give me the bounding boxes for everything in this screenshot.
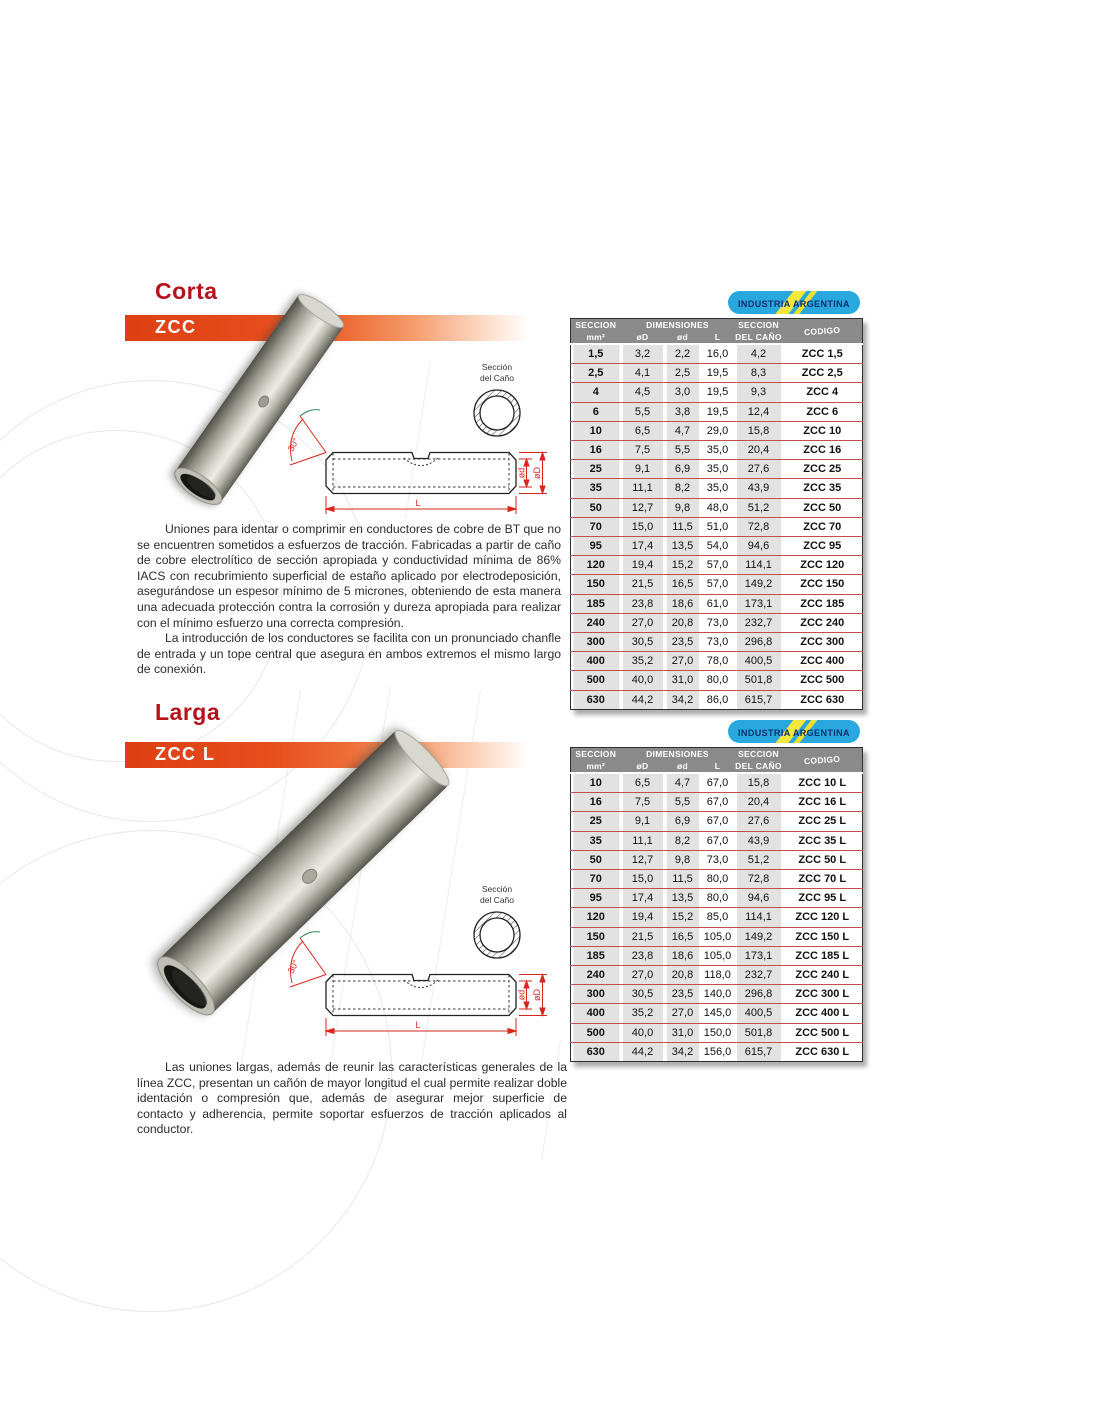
- table-cell: 35: [571, 479, 621, 498]
- table-row: [571, 498, 863, 517]
- description-larga: [137, 1060, 567, 1138]
- table-row: [571, 966, 863, 985]
- spec-table-larga: [570, 728, 862, 1062]
- table-cell: ZCC 4: [783, 383, 863, 402]
- table-row: [571, 812, 863, 831]
- col-header-seccion-cano-2: DEL CAÑO: [735, 761, 782, 771]
- table-cell: 67,0: [701, 793, 735, 812]
- badge-label: INDUSTRIA ARGENTINA: [738, 299, 850, 309]
- table-row: [571, 690, 863, 709]
- table-cell: ZCC 630 L: [783, 1042, 863, 1061]
- table-cell: 19,4: [621, 556, 665, 575]
- table-cell: 57,0: [701, 556, 735, 575]
- chamfer-angle-label: 30°: [285, 958, 301, 975]
- table-cell: ZCC 6: [783, 402, 863, 421]
- table-cell: 232,7: [735, 966, 783, 985]
- table-cell: 2,2: [665, 344, 701, 364]
- table-cell: 2,5: [665, 364, 701, 383]
- table-cell: 8,2: [665, 831, 701, 850]
- table-cell: 500: [571, 1023, 621, 1042]
- table-cell: 67,0: [701, 831, 735, 850]
- table-cell: 67,0: [701, 812, 735, 831]
- table-cell: 94,6: [735, 537, 783, 556]
- table-row: [571, 927, 863, 946]
- table-row: [571, 793, 863, 812]
- col-header-length: L: [701, 331, 735, 344]
- table-cell: ZCC 25: [783, 460, 863, 479]
- paragraph: Uniones para identar o comprimir en conductores de cobre de BT que no se encuentren sometidos a esfuerzos de tracción. Fabricadas a partir de caño de cobre electrolítico de sección apropiada y conductividad mínima de 86% IACS con recubrimiento superficial de estaño aplicado por electrodeposición, asegurándose un espesor mínimo de 5 micrones, obteniendo de esta manera una adecuada protección contra la corrosión y dureza apropiada para realizar con el mínimo esfuerzo una correcta compresión.: [137, 522, 561, 630]
- pipe-cross-section: [474, 390, 520, 436]
- table-cell: 4,7: [665, 421, 701, 440]
- table-cell: 2,5: [571, 364, 621, 383]
- table-row: [571, 556, 863, 575]
- badge-label: INDUSTRIA ARGENTINA: [738, 728, 850, 738]
- table-cell: ZCC 2,5: [783, 364, 863, 383]
- table-cell: 15,0: [621, 517, 665, 536]
- table-cell: 1,5: [571, 344, 621, 364]
- table-cell: 17,4: [621, 537, 665, 556]
- table-cell: 185: [571, 946, 621, 965]
- table-cell: 296,8: [735, 633, 783, 652]
- table-cell: 6,9: [665, 460, 701, 479]
- table-cell: 19,5: [701, 402, 735, 421]
- table-cell: ZCC 35 L: [783, 831, 863, 850]
- chamfer-angle-label: 30°: [285, 436, 301, 453]
- col-header-dimensiones: DIMENSIONES: [621, 748, 735, 761]
- table-cell: 35,0: [701, 479, 735, 498]
- table-header-row: [571, 319, 863, 332]
- table-cell: 400: [571, 1004, 621, 1023]
- table-cell: 27,0: [621, 613, 665, 632]
- table-cell: 27,0: [665, 1004, 701, 1023]
- table-cell: 57,0: [701, 575, 735, 594]
- table-cell: 501,8: [735, 1023, 783, 1042]
- col-header-codigo: CODIGO: [783, 319, 863, 345]
- table-cell: 501,8: [735, 671, 783, 690]
- col-header-inner-diameter: ød: [665, 760, 701, 773]
- table-cell: 10: [571, 421, 621, 440]
- industria-argentina-badge: [728, 720, 860, 743]
- dim-inner-diameter-label: ød: [516, 989, 527, 1001]
- col-header-seccion: SECCION: [571, 319, 621, 332]
- table-cell: ZCC 500 L: [783, 1023, 863, 1042]
- table-cell: ZCC 120 L: [783, 908, 863, 927]
- table-cell: 43,9: [735, 831, 783, 850]
- table-row: [571, 460, 863, 479]
- table-cell: 150: [571, 927, 621, 946]
- table-cell: 27,6: [735, 460, 783, 479]
- table-cell: 50: [571, 850, 621, 869]
- table-cell: 114,1: [735, 556, 783, 575]
- table-cell: 34,2: [665, 1042, 701, 1061]
- table-cell: ZCC 240 L: [783, 966, 863, 985]
- table-cell: 25: [571, 812, 621, 831]
- table-cell: 95: [571, 889, 621, 908]
- table-cell: 23,5: [665, 985, 701, 1004]
- table-cell: 9,3: [735, 383, 783, 402]
- table-row: [571, 671, 863, 690]
- table-cell: 15,2: [665, 908, 701, 927]
- table-cell: ZCC 70: [783, 517, 863, 536]
- table-cell: 40,0: [621, 671, 665, 690]
- col-header-length: L: [701, 760, 735, 773]
- table-cell: 72,8: [735, 517, 783, 536]
- table-row: [571, 594, 863, 613]
- table-cell: 86,0: [701, 690, 735, 709]
- table-cell: ZCC 16 L: [783, 793, 863, 812]
- table-cell: ZCC 16: [783, 441, 863, 460]
- table-cell: 6,5: [621, 773, 665, 793]
- col-header-outer-diameter: øD: [621, 760, 665, 773]
- table-cell: 40,0: [621, 1023, 665, 1042]
- col-header-seccion-cano: SECCION: [735, 319, 783, 332]
- table-cell: 12,7: [621, 498, 665, 517]
- spec-table-corta: [570, 299, 862, 710]
- table-cell: 150: [571, 575, 621, 594]
- table-cell: 18,6: [665, 946, 701, 965]
- table-row: [571, 850, 863, 869]
- table-cell: 31,0: [665, 671, 701, 690]
- table-cell: 140,0: [701, 985, 735, 1004]
- table-row: [571, 479, 863, 498]
- table-cell: 31,0: [665, 1023, 701, 1042]
- table-cell: 67,0: [701, 773, 735, 793]
- table-cell: ZCC 150: [783, 575, 863, 594]
- table-cell: 5,5: [665, 793, 701, 812]
- table-row: [571, 364, 863, 383]
- table-cell: 80,0: [701, 671, 735, 690]
- table-cell: 15,8: [735, 773, 783, 793]
- table-cell: ZCC 1,5: [783, 344, 863, 364]
- table-cell: 35,0: [701, 460, 735, 479]
- col-header-inner-diameter: ød: [665, 331, 701, 344]
- table-cell: 9,1: [621, 460, 665, 479]
- table-row: [571, 889, 863, 908]
- table-row: [571, 652, 863, 671]
- table-cell: 30,5: [621, 633, 665, 652]
- table-cell: 6,5: [621, 421, 665, 440]
- table-cell: 11,5: [665, 517, 701, 536]
- table-cell: 3,0: [665, 383, 701, 402]
- table-cell: 3,2: [621, 344, 665, 364]
- table-cell: ZCC 185: [783, 594, 863, 613]
- table-cell: 18,6: [665, 594, 701, 613]
- table-row: [571, 421, 863, 440]
- table-cell: 19,4: [621, 908, 665, 927]
- pipe-cross-section: [474, 912, 520, 958]
- table-cell: ZCC 10 L: [783, 773, 863, 793]
- table-row: [571, 517, 863, 536]
- dim-inner-diameter-label: ød: [516, 467, 527, 479]
- table-cell: 30,5: [621, 985, 665, 1004]
- table-cell: 8,2: [665, 479, 701, 498]
- table-cell: 630: [571, 690, 621, 709]
- table-cell: ZCC 95 L: [783, 889, 863, 908]
- table-cell: 300: [571, 985, 621, 1004]
- table-cell: 173,1: [735, 594, 783, 613]
- table-cell: 4,1: [621, 364, 665, 383]
- table-cell: 15,2: [665, 556, 701, 575]
- table-cell: 12,7: [621, 850, 665, 869]
- table-row: [571, 1004, 863, 1023]
- table-cell: ZCC 400: [783, 652, 863, 671]
- table-row: [571, 575, 863, 594]
- table-cell: ZCC 50 L: [783, 850, 863, 869]
- chamfer-reference-arc: [300, 932, 320, 938]
- table-row: [571, 633, 863, 652]
- table-row: [571, 383, 863, 402]
- table-cell: ZCC 120: [783, 556, 863, 575]
- paragraph: Las uniones largas, además de reunir las características generales de la línea ZCC, presentan un cañón de mayor longitud el cual permite realizar doble identación o compresión que, además de asegurar mejor superficie de contacto y adherencia, permite soportar esfuerzos de tracción aplicados al conductor.: [137, 1060, 567, 1137]
- table-cell: ZCC 185 L: [783, 946, 863, 965]
- table-cell: 19,5: [701, 383, 735, 402]
- table-cell: 95: [571, 537, 621, 556]
- table-row: [571, 537, 863, 556]
- table-cell: 7,5: [621, 793, 665, 812]
- table-cell: 173,1: [735, 946, 783, 965]
- table-cell: 78,0: [701, 652, 735, 671]
- table-cell: 11,1: [621, 831, 665, 850]
- dim-L-label: L: [415, 1020, 421, 1030]
- table-cell: 400,5: [735, 1004, 783, 1023]
- table-cell: 85,0: [701, 908, 735, 927]
- table-cell: 11,5: [665, 870, 701, 889]
- table-cell: 13,5: [665, 889, 701, 908]
- table-cell: 51,2: [735, 498, 783, 517]
- section-del-cano-label: del Caño: [479, 895, 515, 905]
- table-cell: 51,0: [701, 517, 735, 536]
- table-cell: 35,2: [621, 1004, 665, 1023]
- table-cell: 240: [571, 966, 621, 985]
- table-cell: 17,4: [621, 889, 665, 908]
- dim-outer-diameter-label: øD: [532, 989, 542, 1001]
- table-cell: 70: [571, 870, 621, 889]
- table-cell: ZCC 25 L: [783, 812, 863, 831]
- table-cell: 34,2: [665, 690, 701, 709]
- table-cell: 23,8: [621, 594, 665, 613]
- table-cell: 120: [571, 556, 621, 575]
- table-cell: 43,9: [735, 479, 783, 498]
- table-row: [571, 870, 863, 889]
- table-cell: 48,0: [701, 498, 735, 517]
- table-row: [571, 1042, 863, 1061]
- table-cell: 73,0: [701, 613, 735, 632]
- table-cell: ZCC 70 L: [783, 870, 863, 889]
- table-cell: 105,0: [701, 946, 735, 965]
- table-cell: ZCC 35: [783, 479, 863, 498]
- table-cell: ZCC 630: [783, 690, 863, 709]
- table-cell: 20,4: [735, 441, 783, 460]
- table-cell: 149,2: [735, 927, 783, 946]
- table-cell: 21,5: [621, 927, 665, 946]
- table-cell: 400,5: [735, 652, 783, 671]
- table-cell: 80,0: [701, 870, 735, 889]
- table-cell: 73,0: [701, 633, 735, 652]
- section-del-cano-label: Sección: [481, 362, 513, 372]
- table-cell: 27,0: [665, 652, 701, 671]
- description-corta: [137, 522, 561, 678]
- table-cell: 73,0: [701, 850, 735, 869]
- section-del-cano-label: del Caño: [479, 373, 515, 383]
- table-cell: 16,0: [701, 344, 735, 364]
- chamfer-reference-arc: [300, 410, 320, 416]
- table-cell: 27,6: [735, 812, 783, 831]
- table-cell: 54,0: [701, 537, 735, 556]
- col-header-seccion: SECCION: [571, 748, 621, 761]
- table-cell: 400: [571, 652, 621, 671]
- col-header-seccion-cano: SECCION: [735, 748, 783, 761]
- table-cell: 12,4: [735, 402, 783, 421]
- paragraph: La introducción de los conductores se facilita con un pronunciado chanfle de entrada y un tope central que asegura en ambos extremos el mismo largo de conexión.: [137, 631, 561, 677]
- table-cell: 16: [571, 793, 621, 812]
- col-header-outer-diameter: øD: [621, 331, 665, 344]
- table-cell: 51,2: [735, 850, 783, 869]
- col-header-dimensiones: DIMENSIONES: [621, 319, 735, 332]
- table-cell: 3,8: [665, 402, 701, 421]
- col-header-mm2: mm²: [571, 760, 621, 773]
- industria-argentina-badge: [728, 291, 860, 314]
- table-row: [571, 402, 863, 421]
- table-cell: 70: [571, 517, 621, 536]
- table-cell: 4,5: [621, 383, 665, 402]
- table-cell: 232,7: [735, 613, 783, 632]
- table-cell: 15,8: [735, 421, 783, 440]
- table-cell: ZCC 300: [783, 633, 863, 652]
- table-cell: 630: [571, 1042, 621, 1061]
- table-row: [571, 985, 863, 1004]
- table-cell: ZCC 95: [783, 537, 863, 556]
- table-row: [571, 1023, 863, 1042]
- table-cell: 94,6: [735, 889, 783, 908]
- table-cell: 27,0: [621, 966, 665, 985]
- table-cell: 35: [571, 831, 621, 850]
- table-cell: 150,0: [701, 1023, 735, 1042]
- table-cell: 10: [571, 773, 621, 793]
- table-cell: 35,0: [701, 441, 735, 460]
- table-cell: 118,0: [701, 966, 735, 985]
- table-cell: 156,0: [701, 1042, 735, 1061]
- section-title-larga: Larga: [155, 699, 221, 725]
- table-cell: 5,5: [665, 441, 701, 460]
- table-cell: 120: [571, 908, 621, 927]
- technical-drawing-corta: [285, 356, 568, 524]
- col-header-codigo: CODIGO: [783, 748, 863, 774]
- table-cell: 4,2: [735, 344, 783, 364]
- table-cell: 21,5: [621, 575, 665, 594]
- section-title-corta: Corta: [155, 278, 218, 304]
- table-cell: 23,5: [665, 633, 701, 652]
- table-cell: 6: [571, 402, 621, 421]
- table-cell: 4,7: [665, 773, 701, 793]
- table-cell: 20,4: [735, 793, 783, 812]
- table-row: [571, 946, 863, 965]
- table-cell: 11,1: [621, 479, 665, 498]
- table-row: [571, 613, 863, 632]
- table-cell: 44,2: [621, 1042, 665, 1061]
- product-bar-label: ZCC: [155, 317, 197, 337]
- table-row: [571, 831, 863, 850]
- table-cell: 16: [571, 441, 621, 460]
- table-cell: 29,0: [701, 421, 735, 440]
- table-cell: ZCC 150 L: [783, 927, 863, 946]
- table-cell: 4: [571, 383, 621, 402]
- table-cell: 296,8: [735, 985, 783, 1004]
- table-cell: 114,1: [735, 908, 783, 927]
- table-cell: 9,8: [665, 498, 701, 517]
- table-cell: 9,1: [621, 812, 665, 831]
- section-del-cano-label: Sección: [481, 884, 513, 894]
- table-cell: 72,8: [735, 870, 783, 889]
- table-cell: 5,5: [621, 402, 665, 421]
- table-header-row: [571, 748, 863, 761]
- table-cell: 149,2: [735, 575, 783, 594]
- table-cell: ZCC 300 L: [783, 985, 863, 1004]
- table-cell: 61,0: [701, 594, 735, 613]
- dim-outer-diameter-label: øD: [532, 467, 542, 479]
- table-cell: ZCC 10: [783, 421, 863, 440]
- table-row: [571, 441, 863, 460]
- product-bar-label: ZCC L: [155, 744, 216, 764]
- table-cell: 105,0: [701, 927, 735, 946]
- table-cell: 7,5: [621, 441, 665, 460]
- table-row: [571, 344, 863, 364]
- table-cell: ZCC 240: [783, 613, 863, 632]
- table-cell: 16,5: [665, 575, 701, 594]
- table-cell: 615,7: [735, 690, 783, 709]
- table-cell: 35,2: [621, 652, 665, 671]
- table-cell: 185: [571, 594, 621, 613]
- col-header-seccion-cano-2: DEL CAÑO: [735, 332, 782, 342]
- table-cell: 300: [571, 633, 621, 652]
- table-cell: 44,2: [621, 690, 665, 709]
- table-cell: 25: [571, 460, 621, 479]
- table-cell: ZCC 400 L: [783, 1004, 863, 1023]
- table-cell: 615,7: [735, 1042, 783, 1061]
- table-row: [571, 908, 863, 927]
- table-cell: 50: [571, 498, 621, 517]
- table-cell: 13,5: [665, 537, 701, 556]
- table-cell: 240: [571, 613, 621, 632]
- table-cell: ZCC 500: [783, 671, 863, 690]
- table-cell: 500: [571, 671, 621, 690]
- table-cell: 145,0: [701, 1004, 735, 1023]
- table-cell: ZCC 50: [783, 498, 863, 517]
- col-header-mm2: mm²: [571, 331, 621, 344]
- table-cell: 16,5: [665, 927, 701, 946]
- dim-L-label: L: [415, 498, 421, 508]
- table-cell: 23,8: [621, 946, 665, 965]
- table-cell: 9,8: [665, 850, 701, 869]
- table-cell: 20,8: [665, 966, 701, 985]
- table-cell: 6,9: [665, 812, 701, 831]
- table-cell: 80,0: [701, 889, 735, 908]
- table-cell: 8,3: [735, 364, 783, 383]
- table-cell: 19,5: [701, 364, 735, 383]
- table-cell: 15,0: [621, 870, 665, 889]
- table-row: [571, 773, 863, 793]
- table-cell: 20,8: [665, 613, 701, 632]
- technical-drawing-larga: [285, 878, 568, 1046]
